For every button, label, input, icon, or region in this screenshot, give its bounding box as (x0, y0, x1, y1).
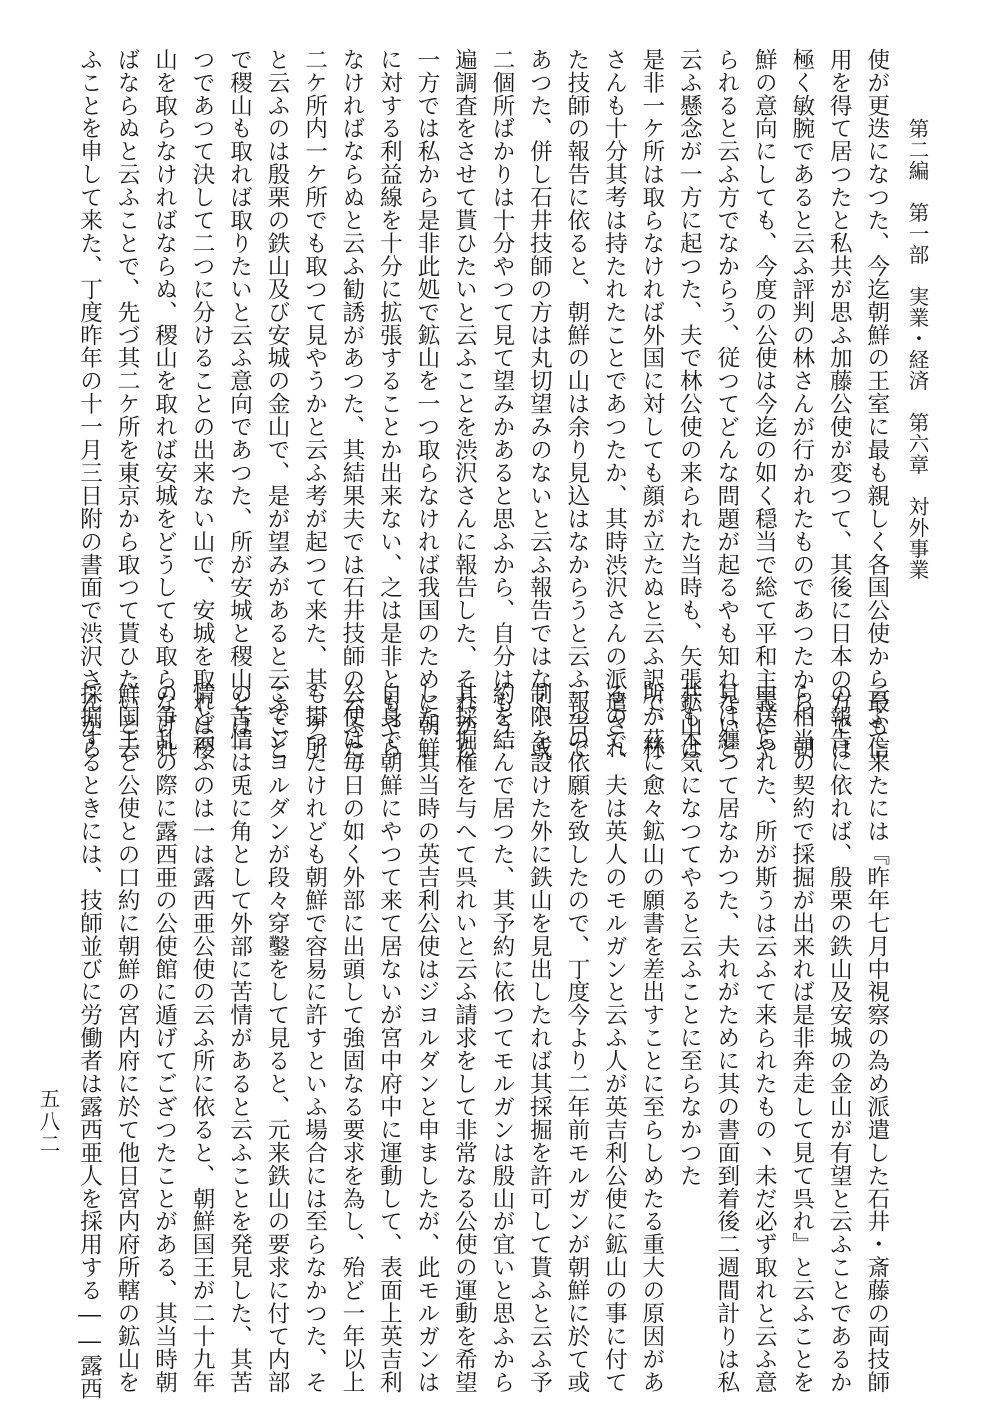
text-line: ふことを申して来た、丁度昨年の十一月三日附の書面で渋沢さんから (76, 48, 103, 760)
text-line: 云ふ懸念が一方に起つた、夫で林公使の来られた当時も、矢張鉱山は (676, 48, 703, 760)
text-line: した、其当時の英吉利公使はジヨルダンと申ましたが、此モルガンは (413, 682, 440, 1394)
text-line: ばならぬと云ふことで、先づ其二ケ所を東京から取つて貰ひたいと云 (114, 48, 141, 760)
running-head: 第二編 第一部 実業・経済 第六章 対外事業 (905, 118, 929, 580)
text-line: なければならぬと云ふ勧誘があつた、其結果夫では石井技師の云ふた (338, 48, 365, 760)
lower-text-block (76, 682, 890, 1401)
text-line: あつた、併し石井技師の方は丸切望みのないと云ふ報告ではなく、或 (526, 48, 553, 760)
text-line: 共も本気になつてやると云ふことに至らなかつた (676, 682, 703, 1187)
text-line: に対する利益線を十分に拡張することか出来ない、之は是非ともやら (376, 48, 403, 760)
text-line: の報告に依れば、殷栗の鉄山及安城の金山が有望と云ふことであるか (826, 682, 853, 1394)
text-line: 極く敏腕であると云ふ評判の林さんが行かれたものであつたから、朝 (788, 48, 815, 760)
text-line: ら相当の契約で採掘が出来れば是非奔走して見て呉れ』と云ふことを (788, 682, 815, 1394)
text-line: の争乱の際に露西亜の公使館に遁げてござつたことがある、其当時朝 (151, 682, 178, 1394)
text-line: の苦情は兎に角として外部に苦情があると云ふことを発見した、其苦 (226, 682, 253, 1394)
page-number: 五八二 (36, 1088, 60, 1156)
upper-text-block (76, 48, 890, 760)
text-line: 二ケ所内一ケ所でも取つて見やうかと云ふ考が起つて来た、其二ケ所 (301, 48, 328, 760)
text-line: 鮮国王と公使との口約に朝鮮の宮内府に於て他日宮内府所轄の鉱山を (114, 682, 141, 1394)
text-line: 申送られた、所が斯うは云ふて来られたもの丶未だ必ず取れと云ふ意 (751, 682, 778, 1394)
text-line: さんも十分其考は持たれたことであつたか、其時渋沢さんの派遣され (601, 48, 628, 760)
text-line: 遍調査をさせて貰ひたいと云ふことを渋沢さんに報告した、それから (451, 48, 478, 760)
text-line: 公使は毎日の如く外部に出頭して強固なる要求を為し、殆ど一年以上 (338, 682, 365, 1394)
text-line: 用を得て居つたと私共が思ふ加藤公使が変つて、其後に日本の方では (826, 48, 853, 760)
text-line: つであつて決して二つに分けることの出来ない山で、安城を取れば稷 (189, 48, 216, 760)
text-line: た技師の報告に依ると、朝鮮の山は余り見込はなからうと云ふ報告で (563, 48, 590, 760)
text-line: 情と云ふのは一は露西亜公使の云ふ所に依ると、朝鮮国王が二十九年 (189, 682, 216, 1394)
text-line: 約を結んで居つた、其予約に依つてモルガンは殷山が宜いと思ふから (488, 682, 515, 1394)
text-line: 鮮の意向にしても、今度の公使は今迄の如く穏当で総て平和主義にや (751, 48, 778, 760)
text-line: るので、夫は英人のモルガンと云ふ人が英吉利公使に鉱山の事に付て (601, 682, 628, 1394)
text-line: も掛つたけれども朝鮮で容易に許すといふ場合には至らなかつた、そ (301, 682, 328, 1394)
text-line: 山を取らなければならぬ、稷山を取れば安城をどうしても取らなけれ (151, 48, 178, 760)
text-line: 其採掘権を与へて呉れいと云ふ請求をして非常なる公使の運動を希望 (451, 682, 478, 1394)
text-line: 採掘するときには、技師並びに労働者は露西亜人を採用する――露西 (76, 682, 103, 1401)
text-line: 一つの依願を致したので、丁度今より二年前モルガンが朝鮮に於て或 (563, 682, 590, 1394)
text-line: 一方では私から是非此処で鉱山を一つ取らなければ我国のために朝鮮 (413, 48, 440, 760)
text-line: こでジヨルダンが段々穿鑿をして見ると、元来鉄山の要求に付て内部 (264, 682, 291, 1394)
text-line: 云ふて来たには『昨年七月中視察の為め派遣した石井・斎藤の両技師 (863, 682, 890, 1394)
text-line: 自身で朝鮮にやつて来て居ないが宮中府中に運動して、表面上英吉利 (376, 682, 403, 1394)
text-line: 是非一ケ所は取らなければ外国に対しても顔が立たぬと云ふ訳で、林 (638, 48, 665, 760)
text-line: 見は纏つて居なかつた、夫れがために其の書面到着後二週間計りは私 (713, 682, 740, 1394)
text-line: 二個所ばかりは十分やつて見て望みかあると思ふから、自分はもう一 (488, 48, 515, 760)
text-line: 所が茲に愈々鉱山の願書を差出すことに至らしめたる重大の原因があ (638, 682, 665, 1394)
text-line: 使が更迭になつた、今迄朝鮮の王室に最も親しく各国公使から最も信 (863, 48, 890, 760)
text-line: と云ふのは殷栗の鉄山及び安城の金山で、是が望みがあると云ふこと (264, 48, 291, 760)
text-line: られると云ふ方でなからう、従つてどんな問題が起るやも知れないと (713, 48, 740, 760)
text-line: 制限を設けた外に鉄山を見出したれば其採掘を許可して貰ふと云ふ予 (526, 682, 553, 1394)
text-line: で稷山も取れば取りたいと云ふ意向であつた、所が安城と稷山とは一 (226, 48, 253, 760)
